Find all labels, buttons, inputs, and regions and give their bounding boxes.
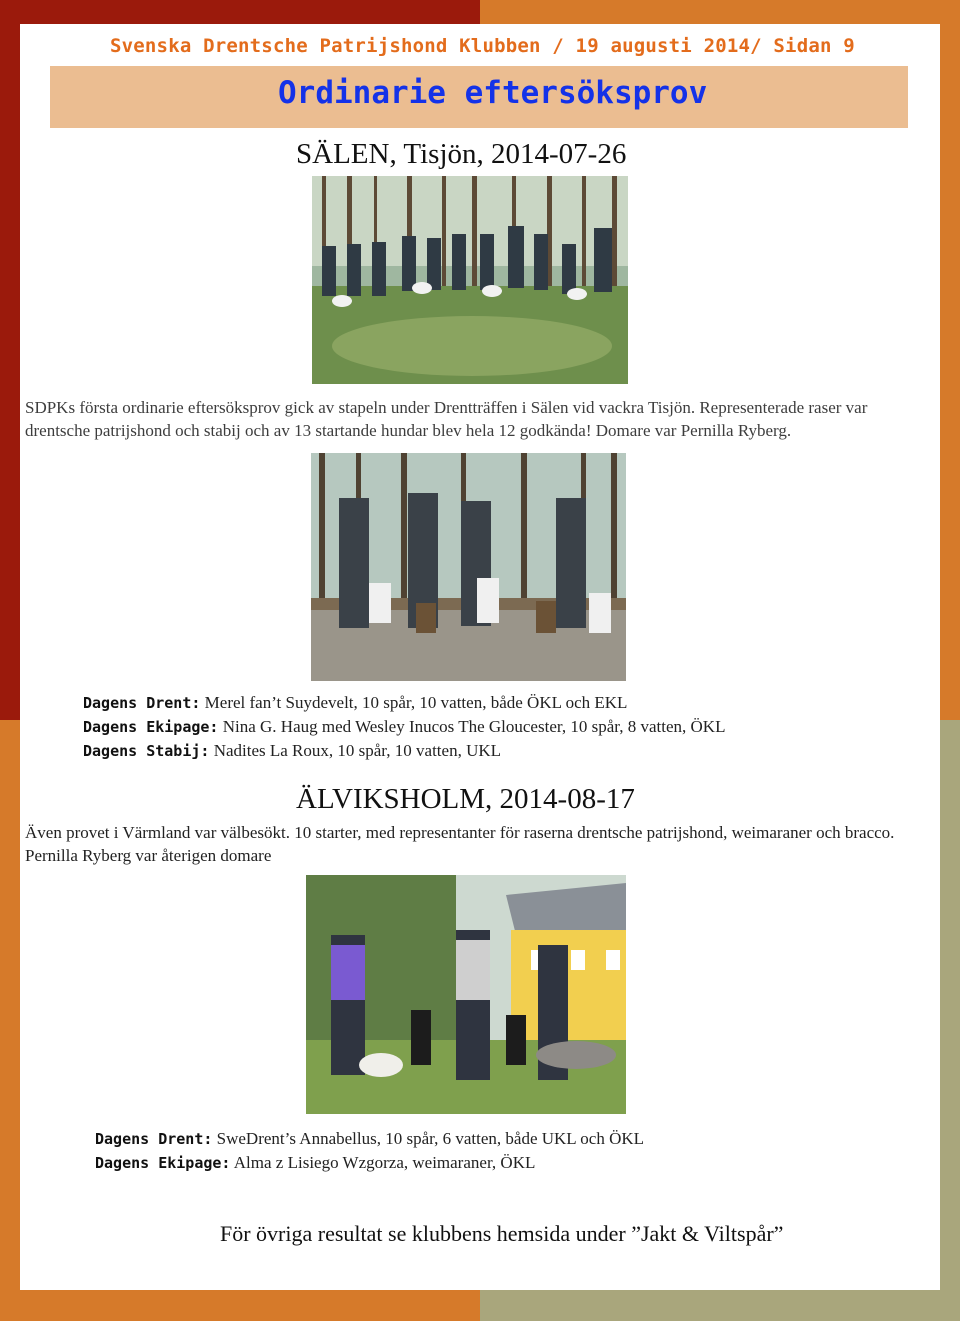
frame-bottom-left: [0, 1290, 480, 1321]
result-text: Nadites La Roux, 10 spår, 10 vatten, UKL: [209, 741, 502, 760]
group-photo-salen: [312, 176, 628, 384]
result-text: Merel fan’t Suydevelt, 10 spår, 10 vatten, både ÖKL och EKL: [200, 693, 628, 712]
result-item: [83, 739, 725, 763]
frame-left-bottom: [0, 720, 20, 1321]
title-band: [50, 66, 908, 128]
result-text: Alma z Lisiego Wzgorza, weimaraner, ÖKL: [230, 1153, 536, 1172]
result-label: Dagens Drent:: [95, 1130, 213, 1148]
frame-right-bottom: [940, 720, 960, 1321]
result-item: [83, 715, 725, 739]
result-label: Dagens Ekipage:: [95, 1154, 231, 1172]
frame-bottom-right: [480, 1290, 960, 1321]
running-header: Svenska Drentsche Patrijshond Klubben / 19 augusti 2014/ Sidan 9: [110, 35, 855, 57]
winners-photo-salen: [311, 453, 626, 681]
frame-top-left: [0, 0, 480, 24]
winners-photo-alvikgsholm: [306, 875, 626, 1114]
frame-top-right: [480, 0, 960, 24]
result-label: Dagens Stabij:: [83, 742, 210, 760]
results-list-alvikgsholm: [95, 1127, 644, 1175]
result-label: Dagens Ekipage:: [83, 718, 219, 736]
result-item: [83, 691, 725, 715]
frame-left-top: [0, 0, 20, 720]
result-text: Nina G. Haug med Wesley Inucos The Gloucester, 10 spår, 8 vatten, ÖKL: [218, 717, 726, 736]
page-title: Ordinarie eftersöksprov: [278, 75, 708, 111]
result-item: [95, 1151, 644, 1175]
section-heading-salen: SÄLEN, Tisjön, 2014-07-26: [296, 138, 627, 170]
alvikgsholm-intro: Även provet i Värmland var välbesökt. 10 starter, med representanter för raserna drentsche patrijshond, weimaraner och bracco. Pernilla Ryberg var återigen domare: [25, 823, 895, 865]
frame-right-top: [940, 0, 960, 720]
result-item: [95, 1127, 644, 1151]
result-text: SweDrent’s Annabellus, 10 spår, 6 vatten, både UKL och ÖKL: [212, 1129, 645, 1148]
result-label: Dagens Drent:: [83, 694, 201, 712]
salen-intro: SDPKs första ordinarie eftersöksprov gick av stapeln under Drentträffen i Sälen vid vackra Tisjön. Representerade raser var drentsche patrijshond och stabij och av 13 startande hundar blev hela 12 godkända! Domare var Pernilla Ryberg.: [25, 398, 868, 440]
footer-note: För övriga resultat se klubbens hemsida under ”Jakt & Viltspår”: [220, 1221, 784, 1246]
results-list-salen: [83, 691, 725, 763]
section-heading-alvik<br>sholm: ÄLVIKSHOLM, 2014-08-17: [296, 783, 635, 815]
